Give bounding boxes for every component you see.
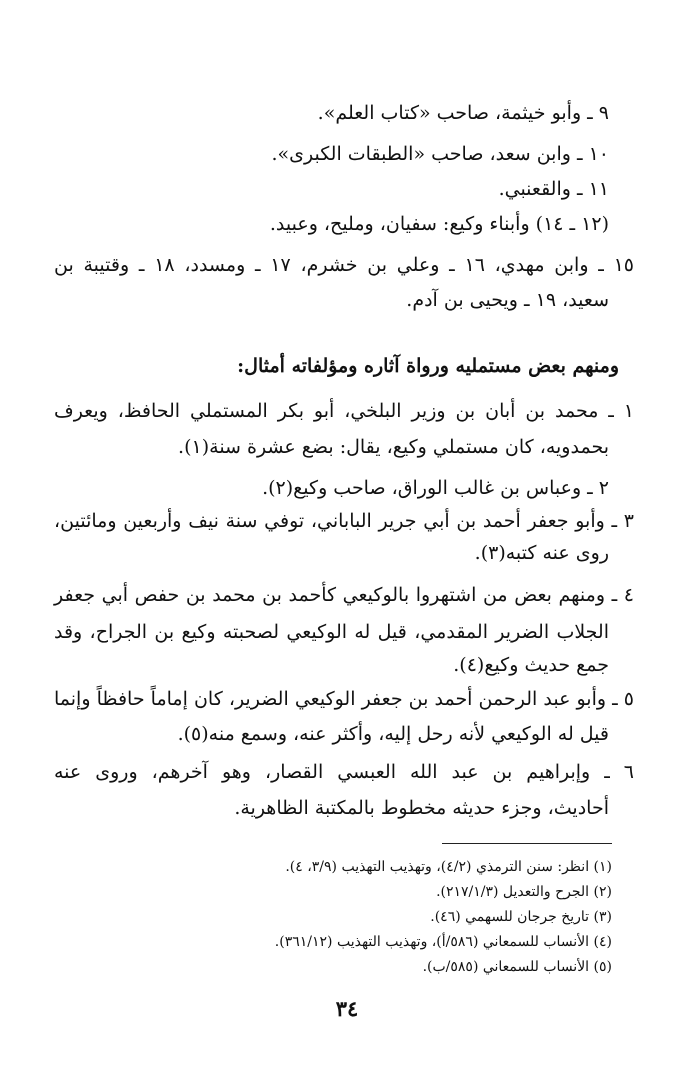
page-number: ٣٤ <box>335 996 359 1021</box>
entry-line: ٦ ـ وإبراهيم بن عبد الله العبسي القصار، وهو آخرهم، وروى عنه <box>54 761 634 783</box>
entry-line: ٣ ـ وأبو جعفر أحمد بن أبي جرير الباباني، توفي سنة نيف وأربعين ومائتين، <box>54 510 634 532</box>
entry-line: قيل له الوكيعي لأنه رحل إليه، وأكثر عنه، وسمع منه(٥). <box>177 723 609 745</box>
list-item: ١٠ ـ وابن سعد، صاحب «الطبقات الكبرى». <box>271 143 609 165</box>
entry-line: ٤ ـ ومنهم بعض من اشتهروا بالوكيعي كأحمد بن محمد بن حفص أبي جعفر <box>54 584 634 606</box>
entry-line: ٥ ـ وأبو عبد الرحمن أحمد بن جعفر الوكيعي الضرير، كان إماماً حافظاً وإنما <box>54 688 634 710</box>
list-item: ١٥ ـ وابن مهدي، ١٦ ـ وعلي بن خشرم، ١٧ ـ ومسدد، ١٨ ـ وقتيبة بن <box>54 254 634 276</box>
entry-line: ٢ ـ وعباس بن غالب الوراق، صاحب وكيع(٢). <box>262 477 609 499</box>
entry-line: جمع حديث وكيع(٤). <box>453 654 609 676</box>
entry-line: روى عنه كتبه(٣). <box>474 542 609 564</box>
footnote: (٥) الأنساب للسمعاني (٥٨٥/ب). <box>422 959 612 975</box>
list-item: ١١ ـ والقعنبي. <box>498 178 609 200</box>
footnote: (١) انظر: سنن الترمذي (٤/٢)، وتهذيب التهذيب (٣/٩، ٤). <box>285 859 612 875</box>
entry-line: أحاديث، وجزء حديثه مخطوط بالمكتبة الظاهرية. <box>234 797 609 819</box>
footnote: (٣) تاريخ جرجان للسهمي (٤٦). <box>430 909 612 925</box>
entry-line: ١ ـ محمد بن أبان بن وزير البلخي، أبو بكر المستملي الحافظ، ويعرف <box>54 400 634 422</box>
section-heading: ومنهم بعض مستمليه ورواة آثاره ومؤلفاته أمثال: <box>237 355 619 377</box>
list-item: (١٢ ـ ١٤) وأبناء وكيع: سفيان، ومليح، وعبيد. <box>269 213 609 235</box>
entry-line: الجلاب الضرير المقدمي، قيل له الوكيعي لصحبته وكيع بن الجراح، وقد <box>54 621 609 643</box>
entry-line: بحمدويه، كان مستملي وكيع، يقال: بضع عشرة سنة(١). <box>178 436 609 458</box>
footnote: (٤) الأنساب للسمعاني (٥٨٦/أ)، وتهذيب التهذيب (٣٦١/١٢). <box>274 934 612 950</box>
list-item-continuation: سعيد، ١٩ ـ ويحيى بن آدم. <box>406 289 609 311</box>
list-item: ٩ ـ وأبو خيثمة، صاحب «كتاب العلم». <box>317 102 609 124</box>
footnote: (٢) الجرح والتعديل (٢١٧/١/٣). <box>436 884 612 900</box>
footnote-separator <box>442 843 612 844</box>
